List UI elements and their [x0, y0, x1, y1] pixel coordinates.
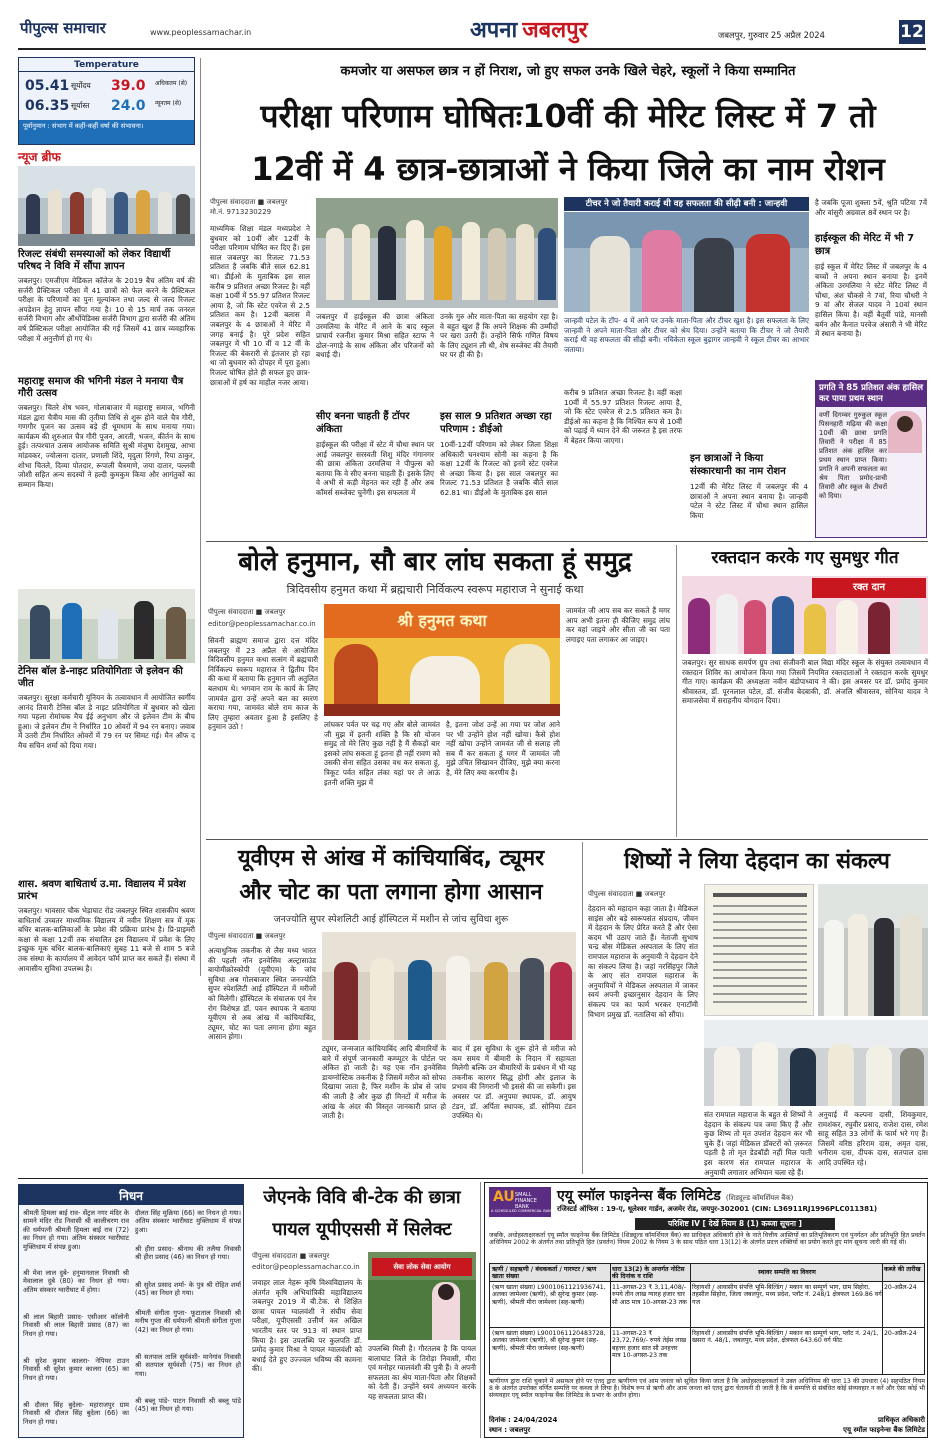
brief-4-headline: शास. श्रवण बाधितार्थ उ.मा. विद्यालय में प्रवेश प्रारंभ [18, 879, 186, 902]
blood-banner [812, 578, 926, 598]
main-byline: पीपुल्स संवाददाता ■ जबलपुर [210, 198, 288, 206]
main-col-4b: करीब 9 प्रतिशत अच्छा रिजल्ट है। वहीं कक्षा 10वीं में 55.97 प्रतिशत रिजल्ट आया है, जो कि स्टेट एवरेज से 2.5 प्रतिशत कम है। डीईओ का कहना है कि निश्चित रूप से 10वीं को पढ़ाई में ध्यान देने की जरूरत है इस तरफ में बेहतर किया जाएगा। [564, 388, 682, 445]
bank-header-property: स्थावर सम्पत्ति का विवरण [758, 1269, 816, 1276]
jnkvv-byline: पीपुल्स संवाददाता ■ जबलपुर [252, 1252, 330, 1260]
hanuman-col-3: है, इतना जोश उन्हें आ गया पर जोश आने पर भी उन्होंने होश नहीं खोया। कैसे होश नहीं खोया उन्होंने जामवंत जी से सलाह ली सब मैं कर सकता हूं मगर मैं जामवंत जी मुझे उचित सिखावन दीजिए, मुझे क्या करना है, मेरे लिए क्या करणीय है। [446, 720, 560, 777]
bank-header-date: कब्जे की तारीख [884, 1266, 921, 1273]
au-bank-logo [489, 1187, 554, 1217]
hanuman-banner [324, 604, 560, 638]
bank-row-date: 20-अप्रैल-24 [884, 1284, 917, 1291]
max-label: अधिकतम (से) [155, 80, 188, 87]
left-column-divider [200, 58, 201, 976]
nidhan-item: श्रीमती संगीता गुप्ता- फूटाताल निवासी श्री मनीष गुप्ता की धर्मपत्नी श्रीमती संगीता गुप्ता (42) का निधन हो गया। [135, 1309, 241, 1334]
pragati-photo [888, 411, 922, 453]
sunrise-label: सूर्योदय [71, 81, 91, 90]
brief-2-body: जबलपुर। चितरे शेष भवन, गोलाबाजार में महाराष्ट्र समाज, भगिनी मंडल द्वारा चैत्रीय मास की तृतीया तिथि से शुरू होने वाले चैत्र गौरी, गणगौर पूजन का उत्सव बड़े ही धूमधाम के साथ मनाया गया। कार्यक्रम की शुरुआत चैत्र गौरी पूजन, आरती, भजन, कीर्तन के साथ हुई। तत्पश्चात उत्सव आयोजक समिति सुश्री मंजुषा देशमुख, आभा मांडवकर, ज्योत्सना दातार, प्रणाली शिंदे, मृदुला रिंगणे, रिया ठाकुर, शोभा चितले, दिव्या पोतदार, रूपाली चैत्रमाणे, जया दातार, पल्लवी जोशी सहित अन्य सदस्यों ने हल्दी कुमकुम किया और आगंतुकों का सम्मान किया। [18, 403, 195, 489]
bank-divider [480, 1182, 481, 1438]
main-col-2: जबलपुर में हाईस्कूल की छात्रा अंकिता उरमलिया के मेरिट में आने के बाद स्कूल प्राचार्य रजनीश कुमार मिश्रा सहित स्टाफ ने ढोल-नगाड़े के साथ अंकिता और परिजनों को बधाई दी। [316, 312, 434, 360]
nidhan-item: श्री बब्लू पांडे- पाटन निवासी श्री बब्लू पांडे (45) का निधन हो गया। [135, 1397, 241, 1414]
section-title-a: अपना [470, 18, 518, 43]
bank-notice [484, 1182, 928, 1438]
brief-1-headline: रिजल्ट संबंधी समस्याओं को लेकर विद्यार्थी परिषद ने विवि में सौंपा ज्ञापन [18, 249, 171, 272]
jnkvv-photo [368, 1252, 476, 1340]
uveim-subhead: जनज्योति सुपर स्पेशलिटी आई हॉस्पिटल में मशीन से जांच सुविधा शुरू [273, 914, 509, 925]
sunset-time: 06.35 [25, 98, 70, 114]
nidhan-item: श्री लाल बिहारी प्रसाद- एसीआर कॉलोनी निवासी श्री लाल बिहारी प्रसाद (87) का निधन हो गया। [23, 1313, 129, 1338]
jnkvv-col-1: जवाहर लाल नेहरू कृषि विश्वविद्यालय के अंतर्गत कृषि अभियांत्रिकी महाविद्यालय जबलपुर 2019 में बी.टेक. से शिक्षित छात्रा पायल ग्वालवंशी ने संघीय सेवा परीक्षा, यूपीएससी उत्तीर्ण कर अखिल भारतीय स्तर पर 913 वां स्थान प्राप्त किया है। इस उपलब्धि पर कुलपति डॉ. प्रमोद कुमार मिश्रा ने पायल ग्वालवंशी को बधाई देते हुए उज्ज्वल भविष्य की कामना की। [252, 1278, 362, 1374]
bank-col-line [882, 1264, 883, 1374]
dehdaan-divider [582, 842, 583, 1174]
main-story-rule [206, 541, 928, 542]
nidhan-item: श्री हीरा प्रसाद- श्रीनाथ की तलैया निवासी श्री हीरा प्रसाद (46) का निधन हो गया। [135, 1245, 241, 1262]
topper-subhead: सीए बनना चाहती हैं टॉपर अंकिता [316, 411, 410, 435]
main-photo-family [564, 212, 809, 312]
bank-regd-office: रजिस्टर्ड ऑफिस : 19-ए, धूलेश्वर गार्डन, अजमेर रोड, जयपुर-302001 (CIN: L36911RJ1996PLC011381) [557, 1205, 878, 1213]
hs-subhead: हाईस्कूल की मेरिट में भी 7 छात्र [815, 233, 915, 257]
dehdaan-byline: पीपुल्स संवाददाता ■ जबलपुर [588, 890, 666, 898]
brand-logo [20, 18, 150, 44]
nidhan-item: श्रीमती हिमला बाई राव- सेंट्रल नगर मंदिर के सामने मंदिर रोड निवासी श्री कालीचरण राव की धर्मपत्नी श्रीमती हिमला बाई राव (72) का निधन हो गया। अंतिम संस्कार ग्वारीघाट मुक्तिधाम में संपन्न हुआ। [23, 1209, 129, 1251]
bank-signatory-org: एयू स्मॉल फाइनेन्स बैंक लिमिटेड [843, 1426, 925, 1434]
bank-row-notice: 11-अगस्त-23 ₹ 3,11,408/- रुपये तीन लाख ग्यारह हजार चार सौ आठ मात्र 10-अगस्त-23 तक [612, 1284, 687, 1306]
page-number: 12 [900, 22, 924, 42]
main-headline-line-2: 12वीं में 4 छात्र-छात्राओं ने किया जिले का नाम रोशन [251, 150, 885, 188]
hanuman-col-2: लांघकर पर्वत पर चढ़ गए और बोले जामवंत जी मुझ में इतनी शक्ति है कि सौ योजन समुद्र तो मेरे लिए कुछ नहीं है मैं सैकड़ों बार इसको लांघ सकता हूं इतना ही नहीं रावण को उसकी सेना सहित उसका वध कर सकता हूं, त्रिकूट पर्वत सहित लंका यहां पर ले आऊं इतनी शक्ति मुझ में [324, 720, 440, 787]
weather-box [18, 57, 195, 145]
brief-2-headline: महाराष्ट्र समाज की भगिनी मंडल ने मनाया चैत्र गौरी उत्सव [18, 376, 184, 399]
nidhan-item: श्री सतपाल तालि सूर्यवंशी- मानेगांव निवासी श्री सतपाल सूर्यवंशी (75) का निधन हो गया। [135, 1353, 241, 1378]
bank-appendix: परिशिष्ट IV [ देखें नियम 8 (1) कब्जा सूचना ] [635, 1218, 835, 1230]
nidhan-header [19, 1185, 243, 1205]
jnkvv-headline-line-1: जेएनके विवि बी-टेक की छात्रा [263, 1187, 461, 1208]
uveim-col-1: अत्याधुनिक तकनीक से लैस मध्य भारत की पहली नॉन इनवेसिव अल्ट्रासाउंड बायोमीक्रोस्कोपी (यूवीएम) के जांच सुविधा अब गोलबाजार स्थित जनज्योति सुपर स्पेशलिटी आई हॉस्पिटल में मरीजों को मिलेगी। हॉस्पिटल के संचालक एवं नेत्र रोग विशेषज्ञ डॉ. पवन स्थापक ने बताया यूवीएम से अब आंख में कांचियाबिंद, ट्यूमर, चोट का पता लगाना होगा बहुत आसान होगा। [208, 946, 316, 1042]
bank-row-borrower: (ऋण खाता संख्या) L9001061121936741, अलका जामेश्वर (ऋणी), श्री सुरेन्द्र कुमार (सह-ऋणी), श्रीमती मीरा जामेश्वर (सह-ऋणी) [492, 1284, 606, 1306]
main-col-3: उनके गुरु और माता-पिता का सहयोग रहा है। वे बहुत खुश हैं कि अपने शिक्षक की उम्मीदों पर खरा उतरी हैं। उन्होंने सिर्फ गणित विषय के लिए ट्यूशन ली थी, शेष सब्जेक्ट की तैयारी घर पर ही की है। [440, 312, 558, 360]
pragati-body: वर्णी दिगम्बर गुरुकुल स्कूल पिसनहारी मढ़िया की कक्षा 10वीं की छात्रा प्रगति तिवारी ने परीक्षा में 85 प्रतिशत अंक हासिल कर प्रथम स्थान प्राप्त किया। प्रगति ने अपनी सफलता का श्रेय पिता प्रमोद-प्राची तिवारी और स्कूल के टीचरों को दिया। [819, 411, 887, 500]
uveim-rule [206, 839, 928, 840]
nidhan-item: श्री दौलत सिंह बुदेला- महाराजपुर ग्राम निवासी श्री दौलत सिंह बुदेला (66) का निधन हो गया। [23, 1401, 129, 1426]
bank-row-date: 20-अप्रैल-24 [884, 1330, 917, 1337]
uveim-headline-line-1: यूवीएम से आंख में कांचियाबिंद, ट्यूमर [237, 846, 545, 871]
uveim-col-2: ट्यूमर, जन्मजात कांचियाबिंद आदि बीमारियों के बारे में संपूर्ण जानकारी कम्प्यूटर के पोर्टल पर अंकित हो जाती है। यह एक नॉन इनवेसिव डायग्नोस्टिक तकनीक है जिसमें मरीज को सोफा दिखाया जाता है, फिर मशीन के प्रोब से जांच की जाती है और कुछ ही मिनटों में मरीज के आंख के अंदर की विस्तृत जानकारी प्राप्त हो जाती है। [322, 1044, 446, 1121]
bank-title-note: (शिड्यूल्ड कॉमर्शियल बैंक) [725, 1194, 794, 1202]
nidhan-list-right [135, 1209, 241, 1435]
main-col-6: है जबकि पूजा शुक्ला 5वें, श्रुति पटिया 7वें और वांसुरी अग्रवाल 8वें स्थान पर है। [815, 198, 927, 217]
nidhan-item: श्री मेवा लाल दुबे- हनुमानताल निवासी श्री मेवालाल दुबे (80) का निधन हो गया। अंतिम संस्कार ग्वारीघाट में होगा। [23, 1269, 129, 1294]
main-col-5: 12वीं की मेरिट लिस्ट में जबलपुर की 4 छात्राओं ने अपना स्थान बनाया है। जान्हवी पटेल ने स्टेट लिस्ट में चौथा स्थान हासिल किया [690, 482, 808, 520]
dehdaan-col-3: अनुयाई में कल्पना दासी, शिवकुमार, रामशंकर, रघुवीर प्रसाद, राजेश दास, रमेश साहू सहित 33 लोगों के फार्म भरे गए हैं। जिसमें वरिष्ठ हरिराम दास, अमृत दास, धनीराम दास, दीपक दास, सतपाल दास आदि उपस्थित रहे। [818, 1110, 928, 1167]
max-temp: 39.0 [111, 78, 146, 94]
weather-title: Temperature [19, 58, 194, 72]
min-label: न्यूनतम (से) [155, 100, 182, 107]
bank-col-line [690, 1264, 691, 1374]
hanuman-headline: बोले हनुमान, सौ बार लांघ सकता हूं समुद्र [238, 547, 632, 577]
hanuman-subhead: त्रिदिवसीय हनुमत कथा में ब्रह्मचारी निर्विकल्प स्वरूप महाराज ने सुनाई कथा [286, 583, 584, 596]
sunset-label: सूर्यास्त [71, 101, 90, 110]
bank-date: दिनांक : 24/04/2024 [489, 1416, 558, 1424]
bank-row-borrower: (ऋण खाता संख्या) L9001061120483728, अलका जामेश्वर (ऋणी), श्री सुरेन्द्र कुमार (सह-ऋणी), श्रीमती मीरा जामेश्वर (सह-ऋणी) [492, 1330, 606, 1352]
jnkvv-sign-text: सेवा लोक सेवा आयोग [393, 1263, 451, 1271]
masthead [0, 0, 945, 62]
main-photo-group [316, 198, 558, 308]
bank-row-notice: 11-अगस्त-23 ₹ 23,72,769/- रुपये तेईस लाख बहत्तर हजार सात सौ उनहत्तर मात्र 10-अगस्त-23 तक [612, 1330, 687, 1360]
uveim-headline-line-2: और चोट का पता लगाना होगा आसान [239, 880, 543, 905]
blood-divider [676, 545, 677, 837]
jnkvv-sign [372, 1258, 472, 1276]
hanuman-banner-text: श्री हनुमत कथा [397, 611, 487, 630]
nidhan-item: दौलत सिंह मुक्रिया (66) का निधन हो गया। अंतिम संस्कार ग्वारीघाट मुक्तिधाम में संपन्न हुआ। [135, 1209, 241, 1234]
dehdaan-col-1: देहदान को महादान कहा जाता है। मेडिकल साइंस और बड़े स्वरूपसंत संप्रदाय, जीवन में देहदान के लिए प्रेरित करते हैं और ऐसा कदम भी उठाए जाते हैं। नेताजी सुभाष चन्द्र बोस मेडिकल अस्पताल के लिए संत रामपाल महाराज के अनुयायी ने देहदान देने का संकल्प लिया है। जहां नरसिंहपुर जिले के आए संत रामपाल महाराज के अनुयायियों ने मेडिकल अस्पताल में जाकर स्वयं अपनी इच्छानुसार देहदान के लिए संकल्प पत्र का फार्म भरकर एनाटॉमी विभाग प्रमुख डॉ. नतालिया को सौंपा। [588, 904, 698, 1019]
hanuman-col-4: जामवंत जी आप सब कर सकते हैं मगर आप अभी इतना ही कीजिए समुद्र लांघ कर वहां जाइये और सीता जी का पता लगाइए पता लगाकर आ जाइए। [566, 606, 670, 644]
pragati-headline: प्रगति ने 85 प्रतिशत अंक हासिल कर पाया प्रथम स्थान [816, 381, 926, 407]
min-temp: 24.0 [111, 98, 146, 114]
brief-photo-2 [18, 589, 195, 663]
main-col-3b: 10वीं-12वीं परिणाम को लेकर जिला शिक्षा अधिकारी घनश्याम सोनी का कहना है कि कक्षा 12वीं के रिजल्ट को इनमें स्टेट एवरेज से अच्छा किया है। इस साल जबलपुर का रिजल्ट 71.53 प्रतिशत है जबकि बीते साल 62.81 था। डीईओ के मुताबिक इस साल [440, 440, 558, 497]
bottom-section-rule [18, 1178, 928, 1179]
bank-title: एयू स्मॉल फाइनेन्स बैंक लिमिटेड [557, 1188, 721, 1204]
main-headline-line-1: परीक्षा परिणाम घोषितः10वीं की मेरिट लिस्ट में 7 तो [260, 97, 876, 135]
hanuman-byline: पीपुल्स संवाददाता ■ जबलपुर [208, 608, 286, 616]
sunrise-time: 05.41 [25, 78, 70, 94]
news-brief-column [18, 148, 195, 975]
section-title [470, 14, 588, 46]
nidhan-list-left [23, 1209, 129, 1435]
brand-name: पीपुल्स समाचार [20, 19, 106, 37]
hanuman-photo [324, 604, 560, 716]
hanuman-col-1: सिवनी ब्राह्मण समाज द्वारा दत्त मंदिर जबलपुर में 23 अप्रैल से आयोजित त्रिदिवसीय हनुमत कथा सत्संग में ब्रह्मचारी निर्विकल्प स्वरूप महाराज ने द्वितीय दिन की कथा में बताया कि हनुमान जी अतुलित बलधाम थे। भगवान राम के कार्य के लिए जामवंत द्वारा उन्हें अपने बल का स्मरण कराया गया, जामवंत बोले राम काज के लिए तुम्हारा अवतार हुआ है इसलिए हे हनुमान उठो ! [208, 636, 318, 732]
main-photo-caption: टीचर ने जो तैयारी कराई थी वह सफलता की सीढ़ी बनी : जान्हवी [564, 197, 809, 211]
brief-4-body: जबलपुर। भावसार चौक भेड़ाघाट रोड जबलपुर स्थित शासकीय श्रवण बाधितार्थ उच्चतर माध्यमिक विद्यालय में नवीन शिक्षण सत्र में मूक बधिर बालक-बालिकाओं के प्रवेश की प्रक्रिया प्रारंभ है। प्रि-प्राइमरी कक्षा से कक्षा 12वीं तक संचालित इस विद्यालय में प्रवेश के लिए इच्छुक मूक बधिर बालक-बालिकाएं सुबह 11 बजे से शाम 5 बजे तक संस्था के कार्यालय में आवेदन फॉर्म प्राप्त कर सकते हैं। संस्था में आवासीय सुविधा उपलब्ध है। [18, 906, 195, 973]
jnkvv-headline-line-2: पायल यूपीएससी में सिलेक्ट [272, 1219, 452, 1240]
news-brief-label: न्यूज ब्रीफ [18, 150, 61, 164]
brief-photo-1 [18, 166, 195, 246]
dehdaan-document-photo [704, 884, 814, 1016]
hanuman-email: editor@peoplessamachar.co.in [208, 620, 316, 628]
main-mobile: मो.नं. 9713230229 [210, 208, 272, 216]
bank-table-row [490, 1282, 924, 1328]
blood-banner-text: रक्त दान [852, 582, 886, 593]
main-col-1: माध्यमिक शिक्षा मंडल मध्यप्रदेश ने बुधवार को 10वीं और 12वीं के परीक्षा परिणाम घोषित कर दिए हैं। इस साल जबलपुर का रिजल्ट 71.53 प्रतिशत है जबकि बीते साल 62.81 था। डीईओ के मुताबिक इस साल करीब 9 प्रतिशत अच्छा रिजल्ट है। वहीं कक्षा 10वीं में 55.97 प्रतिशत रिजल्ट आया है, जो कि स्टेट एवरेज से 2.5 प्रतिशत कम है। 12वीं बलास में जबलपुर के 4 छात्राओं ने मेरिट में जगह बनाई है। पूरे प्रदेश सहित जबलपुर में भी 10 वीं व 12 वीं के रिजल्ट की बेकरारी से इंतजार हो रहा था जो बुधवार को दोपहर में पूरा हुआ। रिजल्ट घोषित होते ही सफल हुए छात्र-छात्राओं में हर्ष का माहौल नजर आया। [210, 224, 310, 387]
bank-table [489, 1263, 925, 1375]
nidhan-label: निधन [119, 1189, 143, 1203]
weather-forecast: पूर्वानुमान : संभाग में कहीं-कहीं वर्षा की संभावना। [19, 120, 194, 144]
brief-1-body: जबलपुर। एमजीएम मेडिकल कॉलेज के 2019 बैच अंतिम वर्ष की सर्जरी प्रैक्टिकल परीक्षा में 41 छात्रों को फेल करने के प्रैक्टिकल परीक्षा के परिणामों का पुनः मूल्यांकन तथा जल्द से जल्द रिजल्ट अपडेशन हेतु ज्ञापन सौंपा गया है। 10 से 15 मार्च तक जनरल सर्जरी विभाग और ऑर्थोपेडिक्स सर्जरी विभाग द्वारा सर्जरी की अंतिम वर्ष प्रैक्टिकल परीक्षा आयोजित की गई जिसमें 41 छात्र व्यवहारिक परीक्षा में अनुत्तीर्ण हो गए थे। [18, 276, 195, 343]
main-col-4: जान्हवी पटेल के टॉप- 4 में आने पर उनके माता-पिता और टीचर खुश है। इस सफलता के लिए जान्हवी ने अपने माता-पिता और टीचर को श्रेय दिया। उन्होंने बताया कि टीचर ने जो तैयारी कराई थी वह सफलता की सीढ़ी बनी। नचिकेता स्कूल बुढ़ागर जान्हवी ने स्कूल टीचर का आभार जताया। [564, 316, 809, 354]
result-subhead: इस साल 9 प्रतिशत अच्छा रहा परिणाम : डीईओ [440, 411, 552, 435]
dehdaan-office-photo [704, 1020, 928, 1106]
dehdaan-col-2: संत रामपाल महाराज के बहुत से शिष्यों ने देहदान के संकल्प पत्र जमा किए हैं और कुछ शिष्य तो मृत उपरांत देहदान कर भी चुके हैं। जहां मेडिकल डॉक्टरों को ज़रूरत पड़ती है तो मृत डेडबॉडी नहीं मिल पाती इस कारण संत रामपाल महाराज के अनुयायी लगातार अभियान चला रहे हैं। [704, 1110, 812, 1177]
bank-notice-text: जबकि, अधोहस्ताक्षरकर्ता एयू स्मॉल फाइनेन्स बैंक लिमिटेड (शिड्यूल्ड कॉमर्शियल बैंक) का प्राधिकृत अधिकारी होने के नाते वित्तीय आस्तियों का प्रतिभूतिकरण एवं पुनर्गठन और प्रतिभूति हित प्रवर्तन अधिनियम 2002 के अंतर्गत तथा प्रतिभूति हित (प्रवर्तन) नियम 2002 के नियम 3 के साथ पठित धारा 13(12) के अंतर्गत प्रदत्त शक्तियों का प्रयोग करते हुए मांग सूचना जारी की गई थी। [489, 1232, 925, 1247]
bank-table-row [490, 1328, 924, 1374]
masthead-rule [18, 48, 926, 50]
bank-footer-text: ऋणीगण द्वारा राशि चुकाने में असफल होने पर एतद् द्वारा ऋणीगण एवं आम जनता को सूचित किया जाता है कि अधोहस्ताक्षरकर्ता ने उक्त अधिनियम की धारा 13 की उपधारा (4) सहपठित नियम 8 के अंतर्गत उपरोक्त वर्णित सम्पत्ति पर कब्जा ले लिया है। विशेष रूप से ऋणी और आम जनता को एतद् द्वारा चेतावनी दी जाती है कि वे सम्पत्ति से संबंधित कोई संव्यवहार न करें और ऐसा कोई भी संव्यवहार एयू स्मॉल फाइनेन्स बैंक लिमिटेड के प्रभार के अधीन होगा। [489, 1378, 925, 1400]
bank-header-notice: धारा 13(2) के अन्तर्गत नोटिस की दिनांक व राशि [612, 1266, 685, 1281]
jnkvv-email: editor@peoplessamachar.co.in [252, 1263, 360, 1271]
nidhan-item: श्री सुरेश प्रसाद शर्मा- के पुत्र श्री रोहित शर्मा (45) का निधन हो गया। [135, 1281, 241, 1298]
nidhan-item: श्री सुरेश कुमार कालरा- नेपियर टाउन निवासी श्री सुरेश कुमार कालरा (65) का निधन हो गया। [23, 1357, 129, 1382]
bank-table-header [490, 1264, 924, 1282]
au-logo-text: AU [493, 1189, 515, 1205]
nidhan-box [18, 1184, 244, 1438]
website-url: www.peoplessamachar.in [150, 28, 252, 37]
pragati-box [815, 380, 927, 538]
jnkvv-col-2: उपलब्धि मिली है। गौरतलब है कि पायल बालाघाट जिले के तिरोड़ा निवासी, मीरा एवं मनोहर ग्वालवंशी की पुत्री हैं। वे अपनी सफलता का श्रेय माता-पिता और शिक्षकों को देती हैं। उन्होंने स्वयं अध्ययन करके यह सफलता प्राप्त की। [368, 1344, 476, 1401]
dateline: जबलपुर, गुरुवार 25 अप्रैल 2024 [718, 30, 825, 40]
sanskar-subhead: इन छात्राओं ने किया संस्कारधानी का नाम रोशन [690, 453, 786, 477]
au-logo-tag: A SCHEDULED COMMERCIAL BANK [491, 1209, 554, 1213]
bank-row-property: रिहायशी / आवासीय संपत्ति भूमि-बिल्डिंग / मकान का सम्पूर्ण भाग, प्लॉट नं. 24/1, खसरा नं. 48/1, जबलपुर, मध्य प्रदेश, क्षेत्रफल 643.60 वर्ग फीट [692, 1330, 879, 1345]
main-kicker: कमजोर या असफल छात्र न हों निराश, जो हुए सफल उनके खिले चेहरे, स्कूलों ने किया सम्मानित [340, 64, 796, 79]
bank-header-borrower: ऋणी / सहऋणी / बंधककर्ता / गारण्टर / ऋण खाता संख्या [492, 1266, 597, 1281]
blood-headline: रक्तदान करके गए सुमधुर गीत [711, 548, 899, 568]
au-logo-subtext: SMALL FINANCE BANK [515, 1192, 537, 1210]
main-col-6b: हाई स्कूल में मेरिट लिस्ट में जबलपुर के 4 बच्चों ने अपना स्थान बनाया है। इनमें अंकिता उरमलिया ने स्टेट मेरिट लिस्ट में चौथा, अंश चौकसे ने 7वां, रिया चौधरी ने 9 वां और सेजल यादव ने 10वां स्थान हासिल किया है। वहीं बैतूर्वी पांडे, मानसी बर्मन और कैनात परवेज अंसारी ने भी मेरिट में स्थान बनाया है। [815, 262, 927, 339]
blood-body: जबलपुर। सुर साधक समर्पण ग्रुप तथा संजीवनी बाल विद्या मंदिर स्कूल के संयुक्त तत्वावधान में रक्तदान शिविर का आयोजन किया गया जिसमें नियमित रक्तदाताओं ने रक्तदान करके सुमधुर गीत गाए। कार्यक्रम की अध्यक्षता नवीन बंडोपाध्याय ने की। इस अवसर पर डॉ. प्रमोद कुमार श्रीवास्तव, डॉ. पूरनलाल पटेल, डॉ. संजीव बेदबाकी, डॉ. अंजलि श्रीवास्तव, सोनिया यादव ने समाजसेवा में सराहनीय योगदान दिया। [682, 658, 928, 706]
uveim-photo [322, 932, 576, 1040]
bank-row-property: रिहायशी / आवासीय संपत्ति भूमि-बिल्डिंग / मकान का सम्पूर्ण भाग, ग्राम सिहोरा, तहसील सिहोरा, जिला जबलपुर, मध्य प्रदेश, प्लॉट नं. 248/1 क्षेत्रफल 169.86 वर्ग गज [692, 1284, 882, 1306]
brief-3-headline: टेनिस बॉल डे-नाइट प्रतियोगिताः जे इलेवन की जीत [18, 666, 183, 689]
section-title-b: जबलपुर [522, 18, 588, 43]
bank-col-line [610, 1264, 611, 1374]
blood-photo [682, 576, 928, 654]
main-col-2b: हाईस्कूल की परीक्षा में स्टेट में चौथा स्थान पर आई जबलपुर सरस्वती शिशु मंदिर गंगानगर की छात्रा अंकिता उरमलिया ने पीपुल्स को बताया कि वे सीए बनना चाहती हैं। इसके लिए वे अभी से कड़ी मेहनत कर रही हैं और अब कॉमर्स सब्जेक्ट चुनेंगी। इस सफलता में [316, 440, 434, 497]
bank-title-row [557, 1185, 925, 1205]
uveim-byline: पीपुल्स संवाददाता ■ जबलपुर [208, 932, 286, 940]
dehdaan-group-photo [818, 884, 928, 1016]
uveim-col-3: बाद में इस सुविधा के शुरू होने से मरीज को कम समय में बीमारी के निदान में सहायता मिलेगी बल्कि उन बीमारियों के प्रबंधन में भी यह तकनीक कारगर सिद्ध होगी और इलाज के प्रभाव की निगरानी भी इससे की जा सकेगी। इस अवसर पर डॉ. अनुपमा स्थापक, डॉ. आयुष टंडन, डॉ. अर्पिता स्थापक, डॉ. सोनिया टंडन उपस्थित थे। [452, 1044, 576, 1121]
bank-place: स्थान : जबलपुर [489, 1426, 531, 1434]
dehdaan-headline: शिष्यों ने लिया देहदान का संकल्प [624, 849, 890, 874]
bank-signatory: प्राधिकृत अधिकारी [877, 1416, 925, 1424]
brief-3-body: जबलपुर। सुरक्षा कर्मचारी यूनियन के तत्वावधान में आयोजित स्वर्गीय आनंद तिवारी टेनिस बॉल डे नाइट प्रतियोगिता में बुधवार को खेला गया पहला रोमांचक मैच ईई अनुभाग और जे इलेवन टीम के बीच हुआ। जे इलेवन टीम ने निर्धारित 10 ओवरों में 94 रन बनाए। जवाब में उतरी टीम निर्धारित ओवरों में 79 रन पर सिमट गई। मैन ऑफ द मैच सचिन शर्मा को दिया गया। [18, 693, 195, 750]
